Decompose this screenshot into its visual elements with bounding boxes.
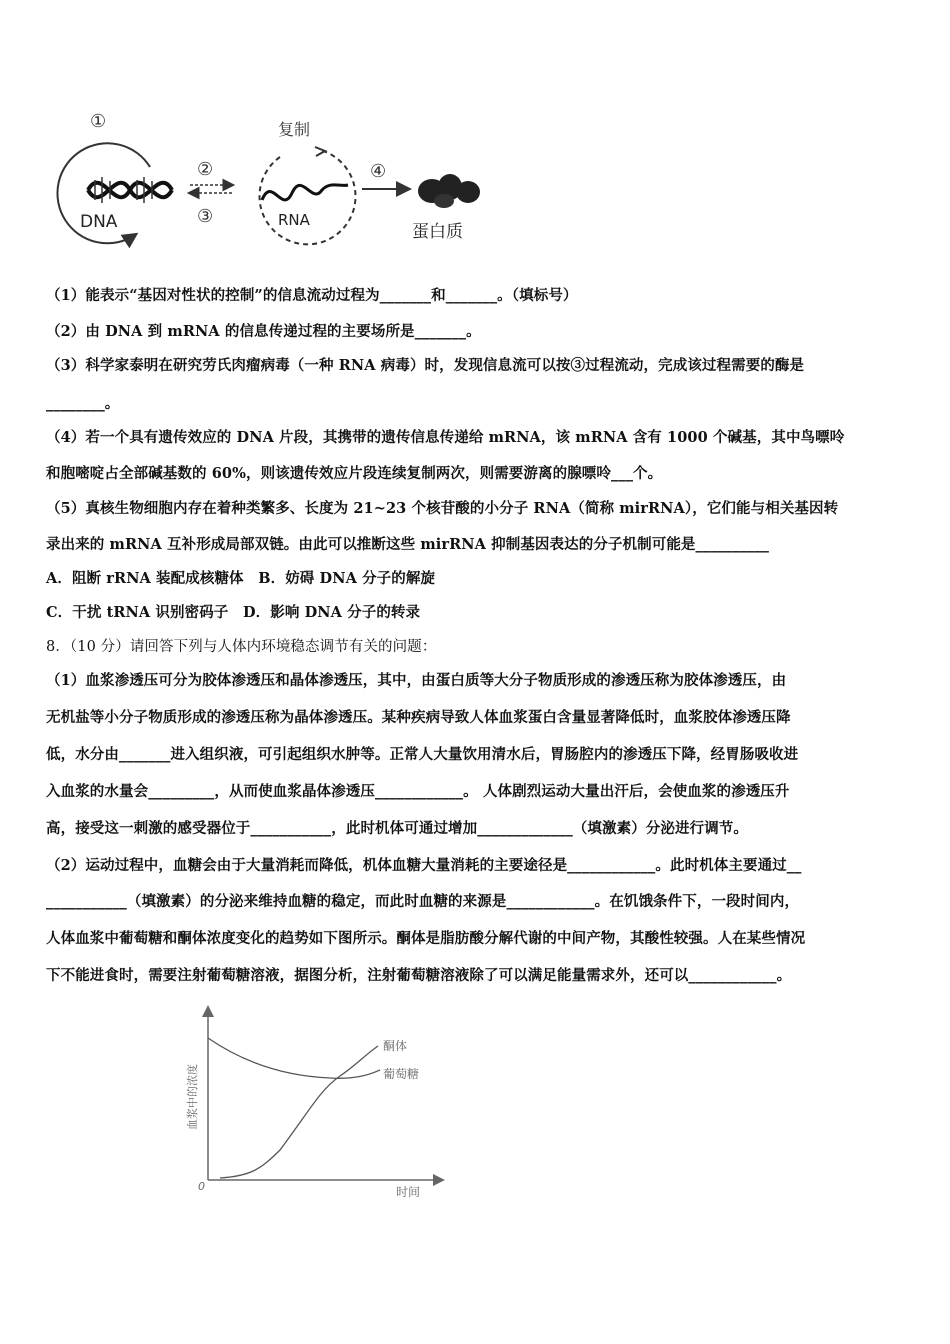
step1-label: ① — [90, 111, 107, 132]
y-axis-label: 血浆中的浓度 — [186, 1064, 199, 1130]
central-dogma-diagram — [40, 105, 500, 255]
q8-part2-line3: 人体血浆中葡萄糖和酮体浓度变化的趋势如下图所示。酮体是脂肪酸分解代谢的中间产物，其酸性较强。人在某些情况 — [46, 930, 806, 947]
protein-label: 蛋白质 — [412, 222, 463, 242]
glucose-label: 葡萄糖 — [383, 1067, 420, 1081]
q7-part3-line2: ________。 — [46, 395, 120, 412]
q7-part1: （1）能表示“基因对性状的控制”的信息流动过程为_______和_______。（填标号） — [46, 287, 578, 304]
rna-label: RNA — [278, 211, 310, 229]
q7-options-cd: C．干扰 tRNA 识别密码子 D．影响 DNA 分子的转录 — [46, 604, 421, 621]
q8-part1-line3: 低，水分由_______进入组织液，可引起组织水肿等。正常人大量饮用清水后，胃肠腔内的渗透压下降，经胃肠吸收进 — [46, 746, 799, 763]
ketone-curve — [220, 1046, 378, 1178]
q8-part1-line4: 入血浆的水量会_________，从而使血浆晶体渗透压____________。 人体剧烈运动大量出汗后，会使血浆的渗透压升 — [46, 783, 790, 800]
q7-part5-line1: （5）真核生物细胞内存在着种类繁多、长度为 21~23 个核苷酸的小分子 RNA（简称 mirRNA），它们能与相关基因转 — [46, 500, 839, 517]
q7-options-ab: A．阻断 rRNA 装配成核糖体 B．妨碍 DNA 分子的解旋 — [46, 570, 436, 587]
rna-strand-icon — [262, 185, 348, 200]
ketone-label: 酮体 — [383, 1039, 408, 1053]
q7-part5-line2: 录出来的 mRNA 互补形成局部双链。由此可以推断这些 mirRNA 抑制基因表达的分子机制可能是__________ — [46, 536, 770, 553]
replicate-label: 复制 — [278, 120, 311, 139]
q8-part1-line5: 高，接受这一刺激的感受器位于___________，此时机体可通过增加_____________（填激素）分泌进行调节。 — [46, 820, 748, 837]
step3-label: ③ — [197, 206, 214, 227]
q7-part4-line2: 和胞嘧啶占全部碱基数的 60%，则该遗传效应片段连续复制两次，则需要游离的腺嘌呤___个。 — [46, 465, 663, 482]
glucose-curve — [208, 1038, 380, 1078]
step2-label: ② — [197, 159, 214, 180]
q8-part2-line4: 下不能进食时，需要注射葡萄糖溶液，据图分析，注射葡萄糖溶液除了可以满足能量需求外，还可以____________。 — [46, 967, 792, 984]
step4-label: ④ — [370, 161, 387, 182]
q7-part2: （2）由 DNA 到 mRNA 的信息传递过程的主要场所是_______。 — [46, 323, 481, 340]
x-axis-label: 时间 — [396, 1185, 421, 1199]
q8-part2-line1: （2）运动过程中，血糖会由于大量消耗而降低，机体血糖大量消耗的主要途径是____________。此时机体主要通过__ — [46, 857, 802, 874]
dna-label: DNA — [80, 212, 118, 232]
origin-label: 0 — [198, 1180, 205, 1193]
q8-heading: 8．（10 分）请回答下列与人体内环境稳态调节有关的问题： — [46, 639, 437, 655]
dna-helix-icon — [88, 177, 172, 203]
protein-icon — [418, 174, 480, 208]
q8-part1-line1: （1）血浆渗透压可分为胶体渗透压和晶体渗透压，其中，由蛋白质等大分子物质形成的渗透压称为胶体渗透压，由 — [46, 672, 787, 689]
rna-replication-arc — [259, 150, 355, 244]
q8-part1-line2: 无机盐等小分子物质形成的渗透压称为晶体渗透压。某种疾病导致人体血浆蛋白含量显著降低时，血浆胶体渗透压降 — [46, 709, 791, 726]
q8-part2-line2: ___________（填激素）的分泌来维持血糖的稳定，而此时血糖的来源是____________。在饥饿条件下，一段时间内， — [46, 893, 800, 910]
q7-part4-line1: （4）若一个具有遗传效应的 DNA 片段，其携带的遗传信息传递给 mRNA，该 mRNA 含有 1000 个碱基，其中鸟嘌呤 — [46, 429, 845, 446]
q7-part3-line1: （3）科学家泰明在研究劳氏肉瘤病毒（一种 RNA 病毒）时，发现信息流可以按③过程流动，完成该过程需要的酶是 — [46, 357, 805, 374]
concentration-graph — [180, 1000, 450, 1205]
